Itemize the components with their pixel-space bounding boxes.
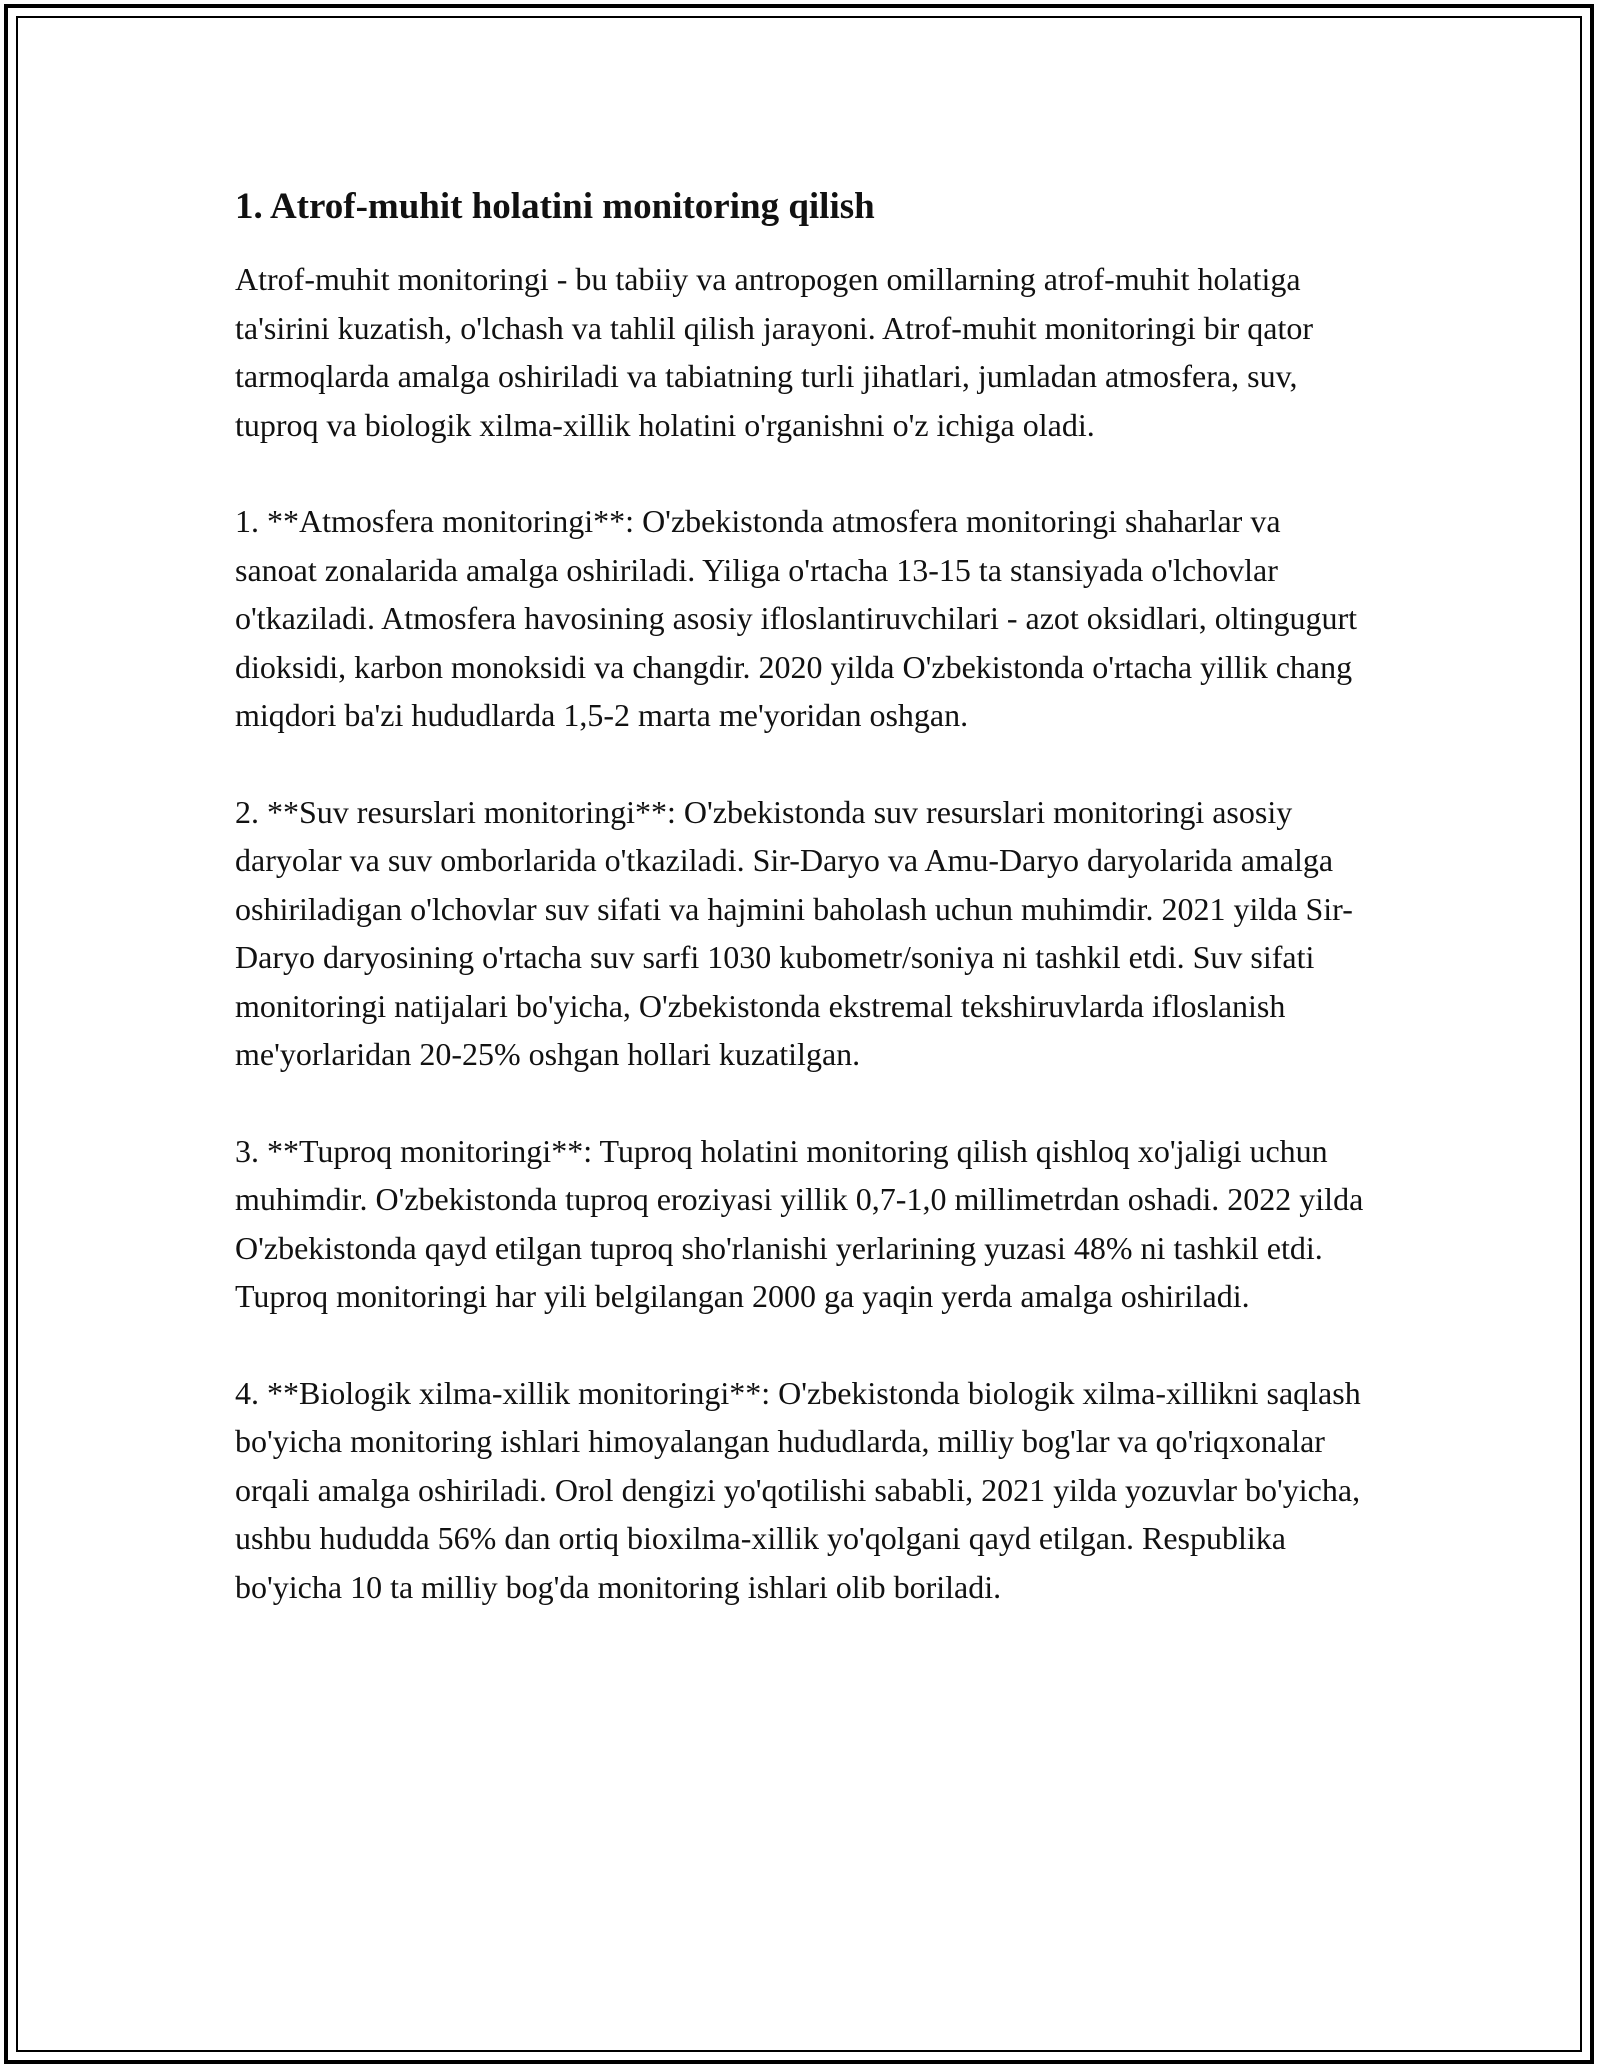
biodiversity-paragraph: 4. **Biologik xilma-xillik monitoringi**: O'zbekistonda biologik xilma-xillikni saqlash bo'yicha monitoring ishlari himoyalangan hududlarda, milliy bog'lar va qo'riqxonalar orqali amalga oshiriladi. Orol dengizi yo'qotilishi sababli, 2021 yilda yozuvlar bo'yicha, ushbu hududda 56% dan ortiq bioxilma-xillik yo'qolgani qayd etilgan. Respublika bo'yicha 10 ta milliy bog'da monitoring ishlari olib boriladi.: [235, 1374, 1361, 1605]
atmosphere-paragraph: 1. **Atmosfera monitoringi**: O'zbekistonda atmosfera monitoringi shaharlar va sanoat zonalarida amalga oshiriladi. Yiliga o'rtacha 13-15 ta stansiyada o'lchovlar o'tkaziladi. Atmosfera havosining asosiy ifloslantiruvchilari - azot oksidlari, oltingugurt dioksidi, karbon monoksidi va changdir. 2020 yilda O'zbekistonda o'rtacha yillik chang miqdori ba'zi hududlarda 1,5-2 marta me'yoridan oshgan.: [235, 503, 1357, 733]
section-title: 1. Atrof-muhit holatini monitoring qilish: [235, 186, 875, 227]
water-resources-paragraph: 2. **Suv resurslari monitoringi**: O'zbekistonda suv resurslari monitoringi asosiy daryolar va suv omborlarida o'tkaziladi. Sir-Daryo va Amu-Daryo daryolarida amalga oshiriladigan o'lchovlar suv sifati va hajmini baholash uchun muhimdir. 2021 yilda Sir-Daryo daryosining o'rtacha suv sarfi 1030 kubometr/soniya ni tashkil etdi. Suv sifati monitoringi natijalari bo'yicha, O'zbekistonda ekstremal tekshiruvlarda ifloslanish me'yorlaridan 20-25% oshgan hollari kuzatilgan.: [235, 793, 1353, 1072]
document-body: [235, 185, 1365, 1659]
intro-paragraph: Atrof-muhit monitoringi - bu tabiiy va antropogen omillarning atrof-muhit holatiga ta'sirini kuzatish, o'lchash va tahlil qilish jarayoni. Atrof-muhit monitoringi bir qator tarmoqlarda amalga oshiriladi va tabiatning turli jihatlari, jumladan atmosfera, suv, tuproq va biologik xilma-xillik holatini o'rganishni o'z ichiga oladi.: [235, 261, 1314, 443]
soil-paragraph: 3. **Tuproq monitoringi**: Tuproq holatini monitoring qilish qishloq xo'jaligi uchun muhimdir. O'zbekistonda tuproq eroziyasi yillik 0,7-1,0 millimetrdan oshadi. 2022 yilda O'zbekistonda qayd etilgan tuproq sho'rlanishi yerlarining yuzasi 48% ni tashkil etdi. Tuproq monitoringi har yili belgilangan 2000 ga yaqin yerda amalga oshiriladi.: [235, 1132, 1364, 1314]
